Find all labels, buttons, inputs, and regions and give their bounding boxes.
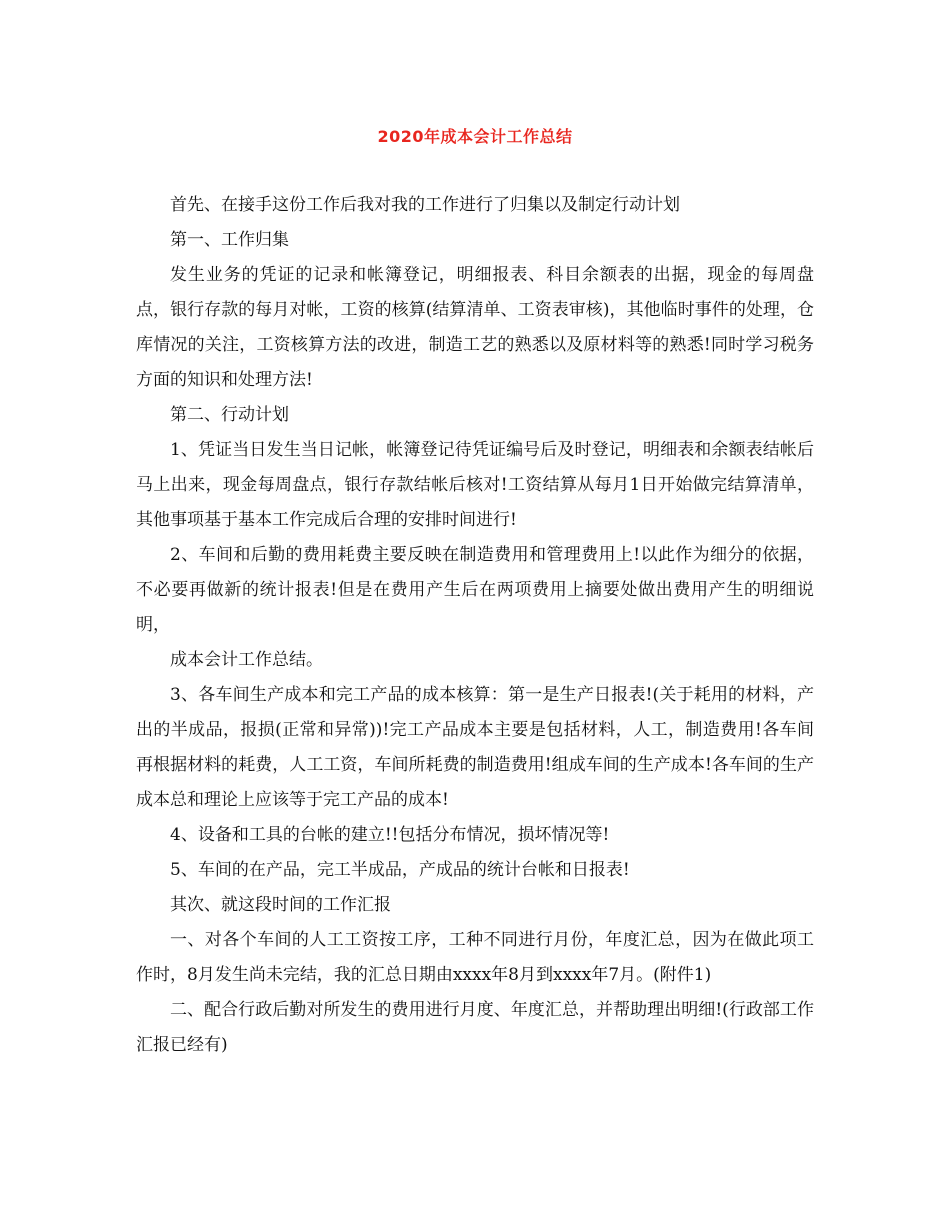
paragraph-intro: 首先、在接手这份工作后我对我的工作进行了归集以及制定行动计划 bbox=[170, 195, 680, 215]
section-heading-report: 其次、就这段时间的工作汇报 bbox=[170, 895, 391, 915]
paragraph-work-summary: 发生业务的凭证的记录和帐簿登记，明细报表、科目余额表的出据，现金的每周盘点，银行存款的每月对帐，工资的核算(结算清单、工资表审核)，其他临时事件的处理，仓库情况的关注，工资核算方法的改进，制造工艺的熟悉以及原材料等的熟悉!同时学习税务方面的知识和处理方法! bbox=[136, 265, 814, 390]
paragraph-plan-item-1: 1、凭证当日发生当日记帐，帐簿登记待凭证编号后及时登记，明细表和余额表结帐后马上出来，现金每周盘点，银行存款结帐后核对!工资结算从每月1日开始做完结算清单，其他事项基于基本工作完成后合理的安排时间进行! bbox=[136, 440, 814, 530]
paragraph-plan-item-3: 3、各车间生产成本和完工产品的成本核算：第一是生产日报表!(关于耗用的材料，产出的半成品，报损(正常和异常))!完工产品成本主要是包括材料，人工，制造费用!各车间再根据材料的耗费，人工工资，车间所耗费的制造费用!组成车间的生产成本!各车间的生产成本总和理论上应该等于完工产品的成本! bbox=[136, 685, 814, 810]
paragraph-plan-item-5: 5、车间的在产品，完工半成品，产成品的统计台帐和日报表! bbox=[170, 860, 630, 880]
document-body bbox=[136, 188, 814, 1063]
paragraph-plan-item-4: 4、设备和工具的台帐的建立!!包括分布情况，损坏情况等! bbox=[170, 825, 610, 845]
paragraph-report-item-2: 二、配合行政后勤对所发生的费用进行月度、年度汇总，并帮助理出明细!(行政部工作汇报已经有) bbox=[136, 1000, 814, 1055]
paragraph-plan-item-2: 2、车间和后勤的费用耗费主要反映在制造费用和管理费用上!以此作为细分的依据，不必要再做新的统计报表!但是在费用产生后在两项费用上摘要处做出费用产生的明细说明， bbox=[136, 545, 814, 635]
paragraph-report-item-1: 一、对各个车间的人工工资按工序，工种不同进行月份，年度汇总，因为在做此项工作时，8月发生尚未完结，我的汇总日期由xxxx年8月到xxxx年7月。(附件1) bbox=[136, 930, 814, 985]
section-heading-action-plan: 第二、行动计划 bbox=[170, 405, 289, 425]
paragraph-interjection: 成本会计工作总结。 bbox=[170, 650, 323, 670]
document-title: 2020年成本会计工作总结 bbox=[377, 127, 573, 146]
section-heading-work-summary: 第一、工作归集 bbox=[170, 230, 289, 250]
